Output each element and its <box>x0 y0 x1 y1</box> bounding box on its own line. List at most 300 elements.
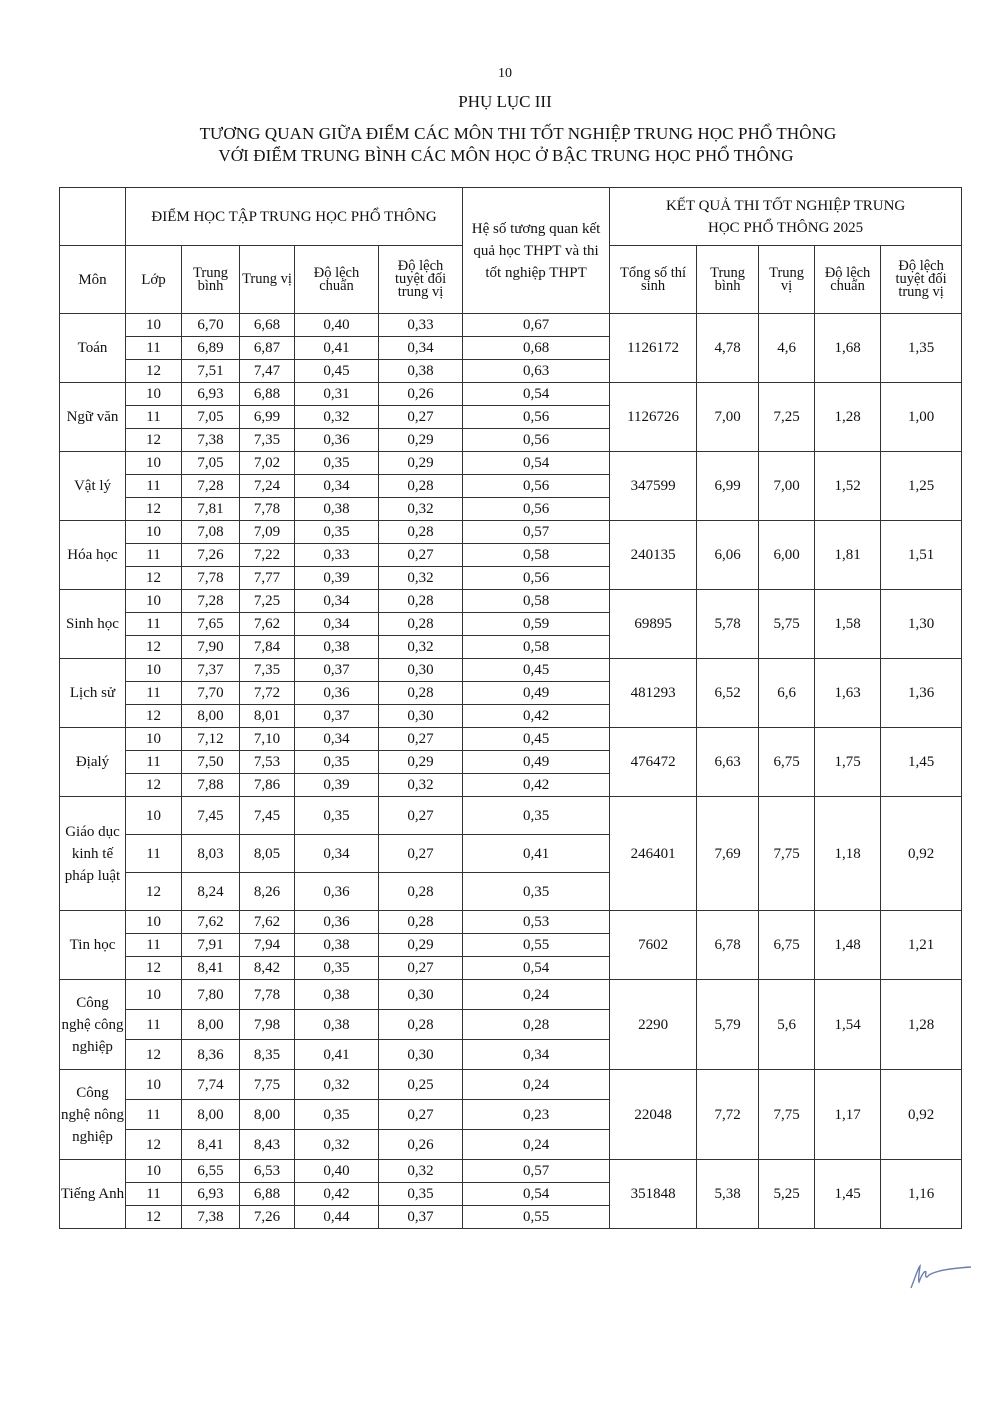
exam-std-cell: 1,18 <box>815 797 881 911</box>
exam-mean-cell: 6,63 <box>697 728 759 797</box>
header-exam-std: Độ lệch chuẩn <box>815 246 881 314</box>
median-cell: 7,75 <box>240 1070 295 1100</box>
grade-cell: 11 <box>126 934 182 957</box>
mean-cell: 6,89 <box>182 337 240 360</box>
table-row <box>60 383 962 406</box>
median-cell: 6,88 <box>240 383 295 406</box>
grade-cell: 11 <box>126 1100 182 1130</box>
header-subject: Môn <box>60 246 126 314</box>
exam-total-cell: 240135 <box>610 521 697 590</box>
table-row <box>60 1160 962 1183</box>
header-school-scores: ĐIỂM HỌC TẬP TRUNG HỌC PHỔ THÔNG <box>126 188 463 246</box>
header-exam-mad: Độ lệch tuyệt đối trung vị <box>881 246 962 314</box>
grade-cell: 12 <box>126 636 182 659</box>
grade-cell: 10 <box>126 521 182 544</box>
mad-cell: 0,30 <box>379 705 463 728</box>
exam-mean-cell: 5,38 <box>697 1160 759 1229</box>
mad-cell: 0,34 <box>379 337 463 360</box>
std-cell: 0,41 <box>295 1040 379 1070</box>
exam-mad-cell: 1,51 <box>881 521 962 590</box>
exam-mad-cell: 1,00 <box>881 383 962 452</box>
grade-cell: 11 <box>126 682 182 705</box>
median-cell: 7,72 <box>240 682 295 705</box>
grade-cell: 10 <box>126 659 182 682</box>
median-cell: 7,09 <box>240 521 295 544</box>
header-exam-mean: Trung bình <box>697 246 759 314</box>
header-grade: Lớp <box>126 246 182 314</box>
mad-cell: 0,28 <box>379 682 463 705</box>
mad-cell: 0,27 <box>379 544 463 567</box>
exam-median-cell: 7,75 <box>759 797 815 911</box>
grade-cell: 11 <box>126 544 182 567</box>
mad-cell: 0,29 <box>379 751 463 774</box>
exam-mean-cell: 6,78 <box>697 911 759 980</box>
exam-mad-cell: 0,92 <box>881 797 962 911</box>
header-std: Độ lệch chuẩn <box>295 246 379 314</box>
mean-cell: 7,91 <box>182 934 240 957</box>
correlation-cell: 0,49 <box>463 751 610 774</box>
exam-mad-cell: 1,21 <box>881 911 962 980</box>
correlation-cell: 0,59 <box>463 613 610 636</box>
header-correlation: Hệ số tương quan kết quả học THPT và thi tốt nghiệp THPT <box>463 188 610 314</box>
exam-median-cell: 6,75 <box>759 911 815 980</box>
median-cell: 7,78 <box>240 498 295 521</box>
grade-cell: 12 <box>126 429 182 452</box>
correlation-cell: 0,54 <box>463 452 610 475</box>
mean-cell: 7,45 <box>182 797 240 835</box>
mad-cell: 0,27 <box>379 406 463 429</box>
mean-cell: 7,88 <box>182 774 240 797</box>
subject-name: Tin học <box>60 911 126 980</box>
grade-cell: 10 <box>126 1070 182 1100</box>
std-cell: 0,36 <box>295 873 379 911</box>
correlation-cell: 0,56 <box>463 498 610 521</box>
subject-name: Giáo dục kinh tế pháp luật <box>60 797 126 911</box>
correlation-cell: 0,49 <box>463 682 610 705</box>
median-cell: 7,22 <box>240 544 295 567</box>
grade-cell: 11 <box>126 337 182 360</box>
mad-cell: 0,35 <box>379 1183 463 1206</box>
mean-cell: 7,26 <box>182 544 240 567</box>
correlation-cell: 0,41 <box>463 835 610 873</box>
correlation-cell: 0,45 <box>463 659 610 682</box>
exam-total-cell: 347599 <box>610 452 697 521</box>
correlation-cell: 0,24 <box>463 980 610 1010</box>
median-cell: 6,99 <box>240 406 295 429</box>
mad-cell: 0,32 <box>379 498 463 521</box>
exam-mean-cell: 7,00 <box>697 383 759 452</box>
correlation-cell: 0,45 <box>463 728 610 751</box>
exam-mad-cell: 1,28 <box>881 980 962 1070</box>
std-cell: 0,38 <box>295 498 379 521</box>
std-cell: 0,34 <box>295 613 379 636</box>
mean-cell: 7,62 <box>182 911 240 934</box>
exam-mean-cell: 7,69 <box>697 797 759 911</box>
exam-median-cell: 7,25 <box>759 383 815 452</box>
grade-cell: 10 <box>126 728 182 751</box>
table-row <box>60 980 962 1010</box>
median-cell: 7,47 <box>240 360 295 383</box>
exam-mean-cell: 5,78 <box>697 590 759 659</box>
exam-std-cell: 1,45 <box>815 1160 881 1229</box>
median-cell: 7,53 <box>240 751 295 774</box>
correlation-cell: 0,63 <box>463 360 610 383</box>
grade-cell: 11 <box>126 613 182 636</box>
exam-median-cell: 4,6 <box>759 314 815 383</box>
median-cell: 7,62 <box>240 911 295 934</box>
correlation-cell: 0,58 <box>463 544 610 567</box>
std-cell: 0,38 <box>295 1010 379 1040</box>
exam-median-cell: 5,25 <box>759 1160 815 1229</box>
exam-std-cell: 1,81 <box>815 521 881 590</box>
subject-name: Lịch sử <box>60 659 126 728</box>
mad-cell: 0,30 <box>379 980 463 1010</box>
std-cell: 0,39 <box>295 567 379 590</box>
subject-name: Công nghệ công nghiệp <box>60 980 126 1070</box>
mad-cell: 0,28 <box>379 521 463 544</box>
correlation-cell: 0,54 <box>463 957 610 980</box>
std-cell: 0,32 <box>295 1070 379 1100</box>
mean-cell: 7,74 <box>182 1070 240 1100</box>
subject-name: Sinh học <box>60 590 126 659</box>
grade-cell: 12 <box>126 1130 182 1160</box>
exam-mean-cell: 6,52 <box>697 659 759 728</box>
grade-cell: 12 <box>126 567 182 590</box>
median-cell: 7,02 <box>240 452 295 475</box>
median-cell: 7,78 <box>240 980 295 1010</box>
exam-mad-cell: 1,30 <box>881 590 962 659</box>
correlation-cell: 0,54 <box>463 1183 610 1206</box>
mad-cell: 0,29 <box>379 452 463 475</box>
mad-cell: 0,28 <box>379 1010 463 1040</box>
median-cell: 8,26 <box>240 873 295 911</box>
grade-cell: 11 <box>126 751 182 774</box>
mad-cell: 0,29 <box>379 934 463 957</box>
table-row <box>60 314 962 337</box>
std-cell: 0,35 <box>295 957 379 980</box>
grade-cell: 11 <box>126 406 182 429</box>
correlation-cell: 0,58 <box>463 590 610 613</box>
exam-mad-cell: 1,36 <box>881 659 962 728</box>
exam-total-cell: 351848 <box>610 1160 697 1229</box>
std-cell: 0,35 <box>295 797 379 835</box>
std-cell: 0,45 <box>295 360 379 383</box>
grade-cell: 12 <box>126 498 182 521</box>
grade-cell: 12 <box>126 1206 182 1229</box>
mean-cell: 6,55 <box>182 1160 240 1183</box>
mad-cell: 0,25 <box>379 1070 463 1100</box>
median-cell: 8,05 <box>240 835 295 873</box>
median-cell: 7,84 <box>240 636 295 659</box>
mean-cell: 7,28 <box>182 590 240 613</box>
exam-std-cell: 1,54 <box>815 980 881 1070</box>
std-cell: 0,36 <box>295 682 379 705</box>
exam-median-cell: 5,75 <box>759 590 815 659</box>
std-cell: 0,34 <box>295 728 379 751</box>
median-cell: 7,45 <box>240 797 295 835</box>
median-cell: 6,68 <box>240 314 295 337</box>
std-cell: 0,38 <box>295 980 379 1010</box>
correlation-cell: 0,55 <box>463 1206 610 1229</box>
header-exam-median: Trung vị <box>759 246 815 314</box>
mad-cell: 0,38 <box>379 360 463 383</box>
mean-cell: 7,12 <box>182 728 240 751</box>
grade-cell: 12 <box>126 957 182 980</box>
mean-cell: 7,38 <box>182 429 240 452</box>
mean-cell: 6,70 <box>182 314 240 337</box>
correlation-cell: 0,34 <box>463 1040 610 1070</box>
correlation-cell: 0,56 <box>463 475 610 498</box>
median-cell: 7,26 <box>240 1206 295 1229</box>
correlation-cell: 0,58 <box>463 636 610 659</box>
median-cell: 6,87 <box>240 337 295 360</box>
mean-cell: 8,36 <box>182 1040 240 1070</box>
table-row <box>60 659 962 682</box>
std-cell: 0,35 <box>295 452 379 475</box>
std-cell: 0,32 <box>295 1130 379 1160</box>
mad-cell: 0,27 <box>379 1100 463 1130</box>
correlation-cell: 0,23 <box>463 1100 610 1130</box>
grade-cell: 12 <box>126 705 182 728</box>
table-row <box>60 797 962 835</box>
correlation-cell: 0,57 <box>463 1160 610 1183</box>
mean-cell: 7,08 <box>182 521 240 544</box>
grade-cell: 10 <box>126 797 182 835</box>
mean-cell: 8,24 <box>182 873 240 911</box>
exam-mean-cell: 7,72 <box>697 1070 759 1160</box>
mean-cell: 7,50 <box>182 751 240 774</box>
mad-cell: 0,32 <box>379 636 463 659</box>
std-cell: 0,38 <box>295 636 379 659</box>
header-exam-total: Tổng số thí sinh <box>610 246 697 314</box>
exam-median-cell: 6,6 <box>759 659 815 728</box>
median-cell: 7,86 <box>240 774 295 797</box>
table-row <box>60 728 962 751</box>
correlation-cell: 0,67 <box>463 314 610 337</box>
exam-mad-cell: 1,25 <box>881 452 962 521</box>
std-cell: 0,32 <box>295 406 379 429</box>
median-cell: 8,35 <box>240 1040 295 1070</box>
median-cell: 7,98 <box>240 1010 295 1040</box>
grade-cell: 11 <box>126 835 182 873</box>
table-row <box>60 452 962 475</box>
header-mad: Độ lệch tuyệt đối trung vị <box>379 246 463 314</box>
mad-cell: 0,27 <box>379 797 463 835</box>
correlation-cell: 0,56 <box>463 406 610 429</box>
mean-cell: 7,28 <box>182 475 240 498</box>
grade-cell: 10 <box>126 590 182 613</box>
table-row <box>60 911 962 934</box>
table-row <box>60 521 962 544</box>
mad-cell: 0,27 <box>379 728 463 751</box>
mad-cell: 0,27 <box>379 835 463 873</box>
mean-cell: 7,78 <box>182 567 240 590</box>
exam-median-cell: 6,00 <box>759 521 815 590</box>
table-body <box>60 314 962 1229</box>
correlation-cell: 0,35 <box>463 797 610 835</box>
median-cell: 6,88 <box>240 1183 295 1206</box>
mad-cell: 0,30 <box>379 659 463 682</box>
exam-mad-cell: 1,16 <box>881 1160 962 1229</box>
correlation-cell: 0,54 <box>463 383 610 406</box>
mean-cell: 7,38 <box>182 1206 240 1229</box>
mean-cell: 8,00 <box>182 1010 240 1040</box>
subject-name: Ngữ văn <box>60 383 126 452</box>
mad-cell: 0,32 <box>379 1160 463 1183</box>
mean-cell: 7,05 <box>182 452 240 475</box>
grade-cell: 10 <box>126 452 182 475</box>
mad-cell: 0,27 <box>379 957 463 980</box>
exam-median-cell: 7,75 <box>759 1070 815 1160</box>
exam-total-cell: 246401 <box>610 797 697 911</box>
exam-std-cell: 1,63 <box>815 659 881 728</box>
std-cell: 0,31 <box>295 383 379 406</box>
std-cell: 0,39 <box>295 774 379 797</box>
exam-total-cell: 2290 <box>610 980 697 1070</box>
mean-cell: 7,51 <box>182 360 240 383</box>
table-row <box>60 1070 962 1100</box>
mad-cell: 0,37 <box>379 1206 463 1229</box>
std-cell: 0,36 <box>295 911 379 934</box>
exam-std-cell: 1,17 <box>815 1070 881 1160</box>
correlation-cell: 0,56 <box>463 567 610 590</box>
median-cell: 7,35 <box>240 659 295 682</box>
median-cell: 8,01 <box>240 705 295 728</box>
std-cell: 0,37 <box>295 705 379 728</box>
exam-std-cell: 1,58 <box>815 590 881 659</box>
exam-mad-cell: 1,45 <box>881 728 962 797</box>
correlation-cell: 0,68 <box>463 337 610 360</box>
correlation-table <box>59 187 962 1229</box>
grade-cell: 11 <box>126 1010 182 1040</box>
mad-cell: 0,28 <box>379 590 463 613</box>
mad-cell: 0,26 <box>379 383 463 406</box>
exam-mean-cell: 6,99 <box>697 452 759 521</box>
page-number: 10 <box>498 66 512 81</box>
correlation-cell: 0,35 <box>463 873 610 911</box>
grade-cell: 12 <box>126 1040 182 1070</box>
std-cell: 0,35 <box>295 1100 379 1130</box>
correlation-cell: 0,28 <box>463 1010 610 1040</box>
mean-cell: 8,00 <box>182 705 240 728</box>
subject-name: Hóa học <box>60 521 126 590</box>
std-cell: 0,35 <box>295 751 379 774</box>
grade-cell: 12 <box>126 360 182 383</box>
exam-std-cell: 1,48 <box>815 911 881 980</box>
mad-cell: 0,28 <box>379 911 463 934</box>
exam-median-cell: 7,00 <box>759 452 815 521</box>
std-cell: 0,38 <box>295 934 379 957</box>
mad-cell: 0,28 <box>379 475 463 498</box>
exam-mean-cell: 4,78 <box>697 314 759 383</box>
document-title-line-2: VỚI ĐIỂM TRUNG BÌNH CÁC MÔN HỌC Ở BẬC TRUNG HỌC PHỔ THÔNG <box>218 146 794 165</box>
mad-cell: 0,26 <box>379 1130 463 1160</box>
exam-total-cell: 1126172 <box>610 314 697 383</box>
appendix-title: PHỤ LỤC III <box>458 92 552 111</box>
median-cell: 7,77 <box>240 567 295 590</box>
std-cell: 0,41 <box>295 337 379 360</box>
grade-cell: 10 <box>126 383 182 406</box>
header-mean: Trung bình <box>182 246 240 314</box>
median-cell: 8,42 <box>240 957 295 980</box>
exam-std-cell: 1,68 <box>815 314 881 383</box>
std-cell: 0,40 <box>295 314 379 337</box>
exam-total-cell: 7602 <box>610 911 697 980</box>
exam-total-cell: 476472 <box>610 728 697 797</box>
exam-median-cell: 5,6 <box>759 980 815 1070</box>
document-title-line-1: TƯƠNG QUAN GIỮA ĐIỂM CÁC MÔN THI TỐT NGHIỆP TRUNG HỌC PHỔ THÔNG <box>199 124 837 143</box>
mean-cell: 6,93 <box>182 383 240 406</box>
correlation-cell: 0,42 <box>463 705 610 728</box>
mean-cell: 8,03 <box>182 835 240 873</box>
mean-cell: 7,05 <box>182 406 240 429</box>
mad-cell: 0,28 <box>379 613 463 636</box>
mean-cell: 7,37 <box>182 659 240 682</box>
mad-cell: 0,30 <box>379 1040 463 1070</box>
median-cell: 7,94 <box>240 934 295 957</box>
mad-cell: 0,32 <box>379 774 463 797</box>
median-cell: 8,00 <box>240 1100 295 1130</box>
correlation-cell: 0,55 <box>463 934 610 957</box>
std-cell: 0,44 <box>295 1206 379 1229</box>
median-cell: 8,43 <box>240 1130 295 1160</box>
subject-name: Công nghệ nông nghiệp <box>60 1070 126 1160</box>
grade-cell: 10 <box>126 980 182 1010</box>
subject-name: Vật lý <box>60 452 126 521</box>
mean-cell: 7,81 <box>182 498 240 521</box>
grade-cell: 11 <box>126 1183 182 1206</box>
exam-mad-cell: 0,92 <box>881 1070 962 1160</box>
median-cell: 7,10 <box>240 728 295 751</box>
header-blank <box>60 188 126 246</box>
grade-cell: 10 <box>126 1160 182 1183</box>
subject-name: Tiếng Anh <box>60 1160 126 1229</box>
grade-cell: 12 <box>126 774 182 797</box>
std-cell: 0,42 <box>295 1183 379 1206</box>
std-cell: 0,35 <box>295 521 379 544</box>
correlation-cell: 0,42 <box>463 774 610 797</box>
exam-mean-cell: 5,79 <box>697 980 759 1070</box>
exam-std-cell: 1,75 <box>815 728 881 797</box>
std-cell: 0,34 <box>295 475 379 498</box>
subject-name: Địalý <box>60 728 126 797</box>
grade-cell: 11 <box>126 475 182 498</box>
median-cell: 7,35 <box>240 429 295 452</box>
median-cell: 7,24 <box>240 475 295 498</box>
exam-total-cell: 22048 <box>610 1070 697 1160</box>
grade-cell: 10 <box>126 911 182 934</box>
mean-cell: 7,80 <box>182 980 240 1010</box>
mad-cell: 0,33 <box>379 314 463 337</box>
exam-std-cell: 1,52 <box>815 452 881 521</box>
mean-cell: 8,00 <box>182 1100 240 1130</box>
mean-cell: 6,93 <box>182 1183 240 1206</box>
std-cell: 0,33 <box>295 544 379 567</box>
mean-cell: 8,41 <box>182 1130 240 1160</box>
header-exam-results: KẾT QUẢ THI TỐT NGHIỆP TRUNG HỌC PHỔ THÔNG 2025 <box>610 188 962 246</box>
mad-cell: 0,28 <box>379 873 463 911</box>
std-cell: 0,34 <box>295 835 379 873</box>
mean-cell: 7,70 <box>182 682 240 705</box>
median-cell: 6,53 <box>240 1160 295 1183</box>
correlation-cell: 0,56 <box>463 429 610 452</box>
exam-total-cell: 481293 <box>610 659 697 728</box>
exam-total-cell: 69895 <box>610 590 697 659</box>
subject-name: Toán <box>60 314 126 383</box>
exam-total-cell: 1126726 <box>610 383 697 452</box>
mean-cell: 8,41 <box>182 957 240 980</box>
exam-median-cell: 6,75 <box>759 728 815 797</box>
